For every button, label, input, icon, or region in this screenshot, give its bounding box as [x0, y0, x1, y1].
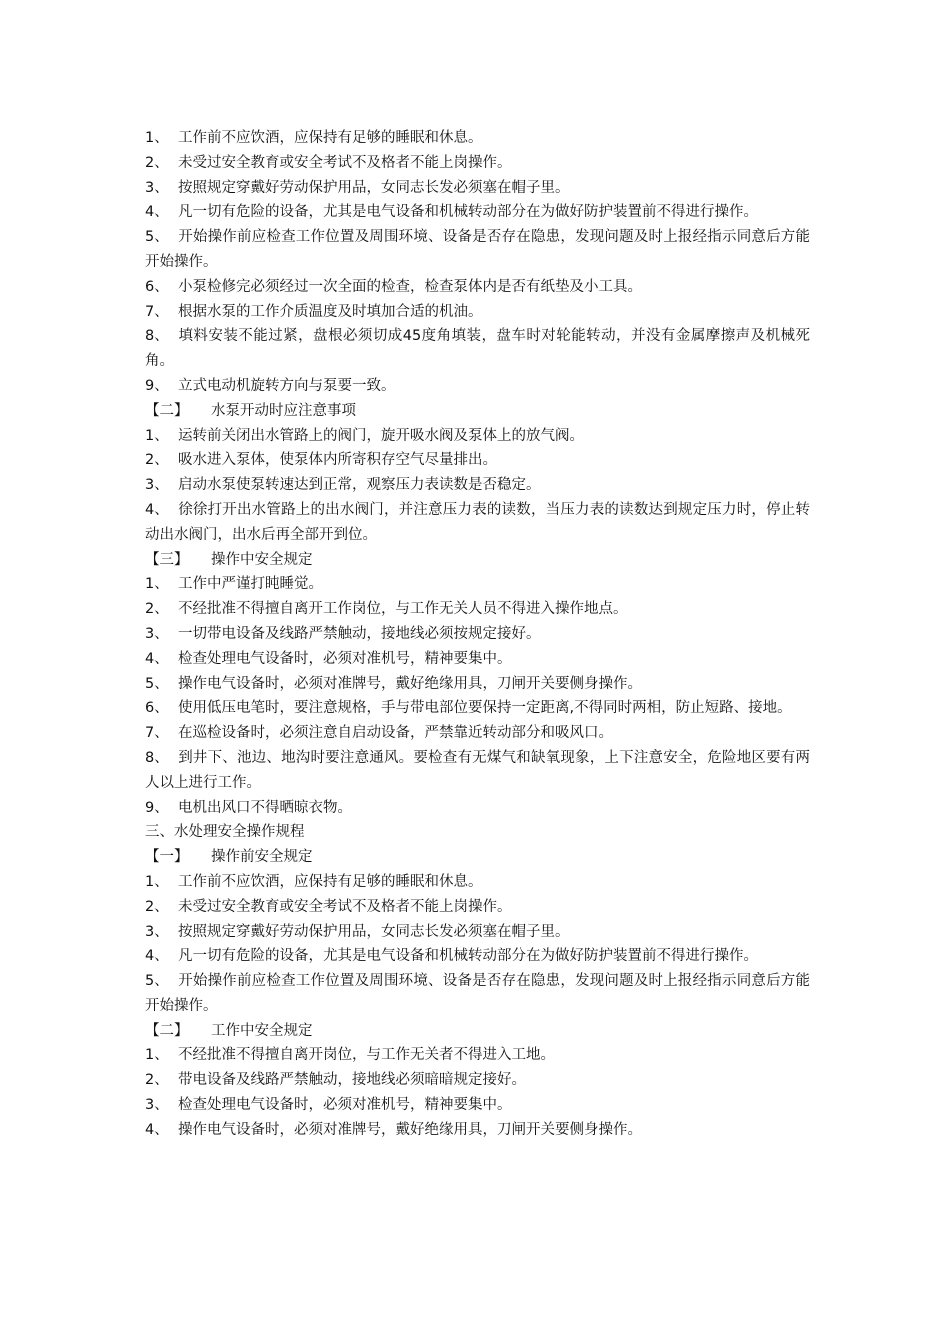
item-number: 1、 [145, 873, 169, 890]
list-item [145, 572, 810, 597]
item-number: 2、 [145, 1072, 169, 1089]
list-item [145, 126, 810, 151]
list-item [145, 225, 810, 275]
item-text: 根据水泵的工作介质温度及时填加合适的机油。 [178, 303, 483, 320]
item-number: 3、 [145, 625, 169, 642]
item-text: 按照规定穿戴好劳动保护用品，女同志长发必须塞在帽子里。 [178, 179, 570, 196]
list-item [145, 696, 810, 721]
heading-text: 操作中安全规定 [211, 551, 313, 568]
item-number: 5、 [145, 675, 169, 692]
item-text: 到井下、池边、地沟时要注意通风。要检查有无煤气和缺氧现象，上下注意安全，危险地区要有两人以上进行工作。 [145, 749, 810, 791]
list-item [145, 944, 810, 969]
item-number: 2、 [145, 452, 169, 469]
item-number: 5、 [145, 229, 169, 246]
list-item [145, 448, 810, 473]
item-text: 一切带电设备及线路严禁触动，接地线必须按规定接好。 [178, 625, 541, 642]
item-number: 8、 [145, 749, 169, 766]
list-item [145, 498, 810, 548]
list-item [145, 746, 810, 796]
item-number: 3、 [145, 179, 169, 196]
list-item [145, 300, 810, 325]
list-item [145, 622, 810, 647]
section-heading [145, 548, 810, 573]
item-number: 2、 [145, 154, 169, 171]
list-item [145, 473, 810, 498]
section-heading [145, 845, 810, 870]
item-text: 使用低压电笔时，要注意规格，手与带电部位要保持一定距离,不得同时两相，防止短路、接地。 [178, 700, 792, 717]
item-number: 4、 [145, 501, 169, 518]
list-item [145, 969, 810, 1019]
list-item [145, 796, 810, 821]
list-item [145, 647, 810, 672]
item-number: 3、 [145, 923, 169, 940]
item-number: 1、 [145, 576, 169, 593]
item-text: 工作前不应饮酒，应保持有足够的睡眠和休息。 [178, 873, 483, 890]
list-item [145, 721, 810, 746]
item-text: 徐徐打开出水管路上的出水阀门，并注意压力表的读数，当压力表的读数达到规定压力时，停止转动出水阀门，出水后再全部开到位。 [145, 501, 810, 543]
heading-bracket: 【二】 [145, 402, 189, 419]
item-number: 3、 [145, 477, 169, 494]
list-item [145, 1118, 810, 1143]
list-item [145, 374, 810, 399]
section-heading [145, 399, 810, 424]
item-text: 启动水泵使泵转速达到正常，观察压力表读数是否稳定。 [178, 477, 541, 494]
item-text: 凡一切有危险的设备，尤其是电气设备和机械转动部分在为做好防护装置前不得进行操作。 [178, 948, 758, 965]
list-item [145, 1043, 810, 1068]
item-text: 按照规定穿戴好劳动保护用品，女同志长发必须塞在帽子里。 [178, 923, 570, 940]
item-text: 小泵检修完必须经过一次全面的检查，检查泵体内是否有纸垫及小工具。 [178, 278, 642, 295]
item-number: 4、 [145, 1121, 169, 1138]
item-text: 未受过安全教育或安全考试不及格者不能上岗操作。 [178, 154, 512, 171]
item-number: 9、 [145, 377, 169, 394]
section-heading [145, 1019, 810, 1044]
item-number: 8、 [145, 328, 169, 345]
item-text: 凡一切有危险的设备，尤其是电气设备和机械转动部分在为做好防护装置前不得进行操作。 [178, 204, 758, 221]
item-text: 不经批准不得擅自离开岗位，与工作无关者不得进入工地。 [178, 1047, 555, 1064]
item-number: 5、 [145, 973, 169, 990]
heading-text: 工作中安全规定 [211, 1022, 313, 1039]
item-number: 2、 [145, 601, 169, 618]
item-number: 6、 [145, 278, 169, 295]
document-body [145, 126, 810, 1143]
list-item [145, 870, 810, 895]
item-number: 4、 [145, 650, 169, 667]
item-text: 操作电气设备时，必须对准牌号，戴好绝缘用具，刀闸开关要侧身操作。 [178, 1121, 642, 1138]
item-text: 不经批准不得擅自离开工作岗位，与工作无关人员不得进入操作地点。 [178, 601, 628, 618]
item-number: 1、 [145, 1047, 169, 1064]
item-text: 立式电动机旋转方向与泵要一致。 [178, 377, 396, 394]
item-text: 工作中严谨打盹睡觉。 [178, 576, 323, 593]
heading-text: 水泵开动时应注意事项 [211, 402, 356, 419]
item-number: 4、 [145, 204, 169, 221]
item-text: 工作前不应饮酒，应保持有足够的睡眠和休息。 [178, 130, 483, 146]
item-text: 吸水进入泵体，使泵体内所寄积存空气尽量排出。 [178, 452, 497, 469]
heading-bracket: 【三】 [145, 551, 189, 568]
list-item [145, 920, 810, 945]
list-item [145, 151, 810, 176]
list-item [145, 424, 810, 449]
item-number: 6、 [145, 700, 169, 717]
list-item [145, 324, 810, 374]
item-text: 运转前关闭出水管路上的阀门，旋开吸水阀及泵体上的放气阀。 [178, 427, 584, 444]
item-number: 2、 [145, 898, 169, 915]
item-number: 3、 [145, 1097, 169, 1114]
list-item [145, 672, 810, 697]
item-text: 带电设备及线路严禁触动，接地线必须暗暗规定接好。 [178, 1072, 526, 1089]
list-item [145, 1068, 810, 1093]
section-title: 三、水处理安全操作规程 [145, 824, 305, 841]
list-item [145, 200, 810, 225]
heading-bracket: 【一】 [145, 849, 189, 866]
list-item [145, 275, 810, 300]
item-number: 1、 [145, 427, 169, 444]
item-text: 开始操作前应检查工作位置及周围环境、设备是否存在隐患，发现问题及时上报经指示同意后方能开始操作。 [145, 229, 810, 270]
list-item [145, 176, 810, 201]
item-text: 电机出风口不得晒晾衣物。 [178, 799, 352, 816]
item-number: 9、 [145, 799, 169, 816]
item-number: 4、 [145, 948, 169, 965]
item-text: 未受过安全教育或安全考试不及格者不能上岗操作。 [178, 898, 512, 915]
item-text: 操作电气设备时，必须对准牌号，戴好绝缘用具，刀闸开关要侧身操作。 [178, 675, 642, 692]
list-item [145, 1093, 810, 1118]
item-text: 检查处理电气设备时，必须对准机号，精神要集中。 [178, 1097, 512, 1114]
list-item [145, 597, 810, 622]
list-item [145, 895, 810, 920]
heading-text: 操作前安全规定 [211, 849, 313, 866]
item-number: 7、 [145, 303, 169, 320]
item-text: 开始操作前应检查工作位置及周围环境、设备是否存在隐患，发现问题及时上报经指示同意后方能开始操作。 [145, 973, 810, 1014]
item-number: 1、 [145, 130, 169, 146]
item-text: 在巡检设备时，必须注意自启动设备，严禁靠近转动部分和吸风口。 [178, 725, 613, 742]
item-text: 检查处理电气设备时，必须对准机号，精神要集中。 [178, 650, 512, 667]
item-number: 7、 [145, 725, 169, 742]
item-text: 填料安装不能过紧，盘根必须切成45度角填装，盘车时对轮能转动，并没有金属摩擦声及机械死角。 [145, 328, 810, 370]
heading-bracket: 【二】 [145, 1022, 189, 1039]
